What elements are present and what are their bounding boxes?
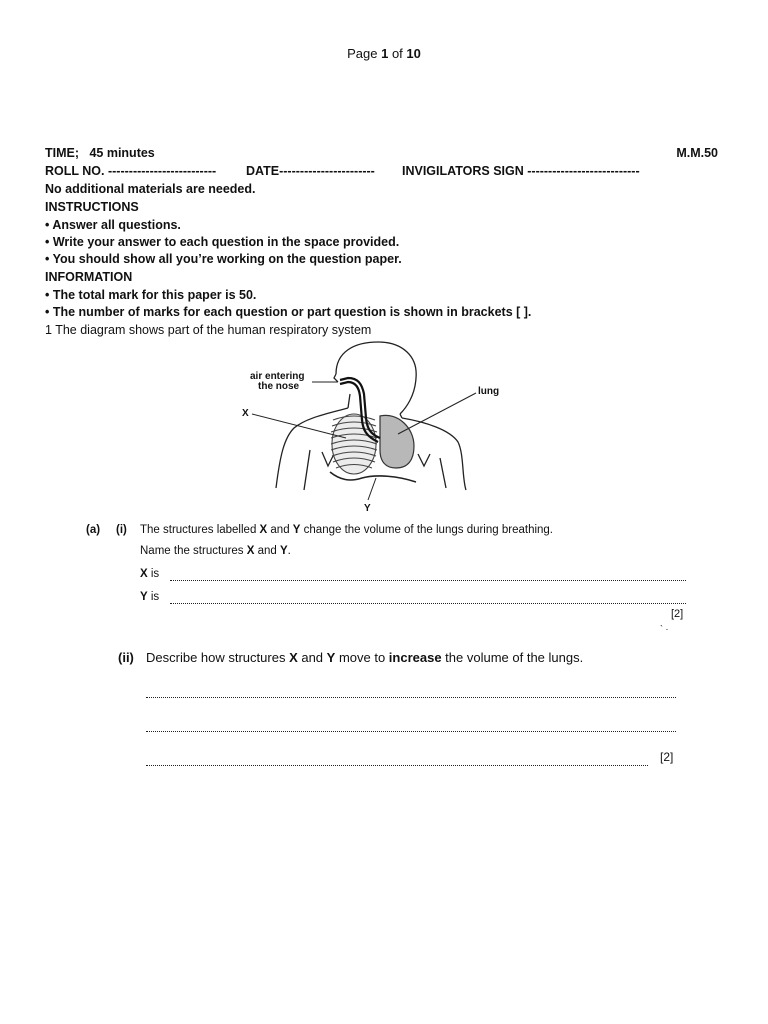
label-lung: lung [478,386,500,397]
respiratory-system-diagram [230,338,530,516]
label-x: X [242,408,249,419]
part-a-label: (a) [86,524,101,536]
part-ii-label: (ii) [118,650,134,665]
page-number [0,46,768,61]
instruction-item: • Answer all questions. [45,218,181,232]
x-pointer-line [252,414,346,438]
ribcage [331,414,377,474]
page-total: 10 [406,46,421,61]
nose-outline [334,374,338,382]
y-is-label: Y is [140,591,160,603]
mark-part-ii: [2] [660,750,674,764]
answer-x-line[interactable] [170,580,686,581]
neck-left [348,394,350,408]
roll-no-line: ROLL NO. -------------------------- [45,164,217,178]
right-armpit [418,454,430,466]
instructions-heading: INSTRUCTIONS [45,200,139,214]
answer-ii-line-3[interactable] [146,765,648,766]
information-heading: INFORMATION [45,270,133,284]
question-1-intro: 1 The diagram shows part of the human respiratory system [45,323,372,337]
part-ii-question: Describe how structures X and Y move to increase the volume of the lungs. [146,650,584,665]
answer-ii-line-2[interactable] [146,731,676,732]
label-y: Y [364,503,371,514]
information-item: • The total mark for this paper is 50. [45,288,257,302]
x-is-label: X is [140,568,160,580]
right-arm [440,458,446,488]
part-i-label: (i) [116,524,127,536]
page-of: of [391,46,403,61]
left-arm [304,450,310,490]
date-line: DATE----------------------- [246,164,375,178]
time-line [45,146,155,160]
page-current: 1 [381,46,389,61]
lung-shape [380,415,414,468]
part-i-question: The structures labelled X and Y change the volume of the lungs during breathing. [140,524,554,536]
max-marks: M.M.50 [676,146,718,160]
mark-part-i: [2] [671,608,684,620]
stray-mark: ` · [660,624,669,634]
invigilator-sign-line: INVIGILATORS SIGN --------------------------- [402,164,640,178]
information-item: • The number of marks for each question or part question is shown in brackets [ ]. [45,305,532,319]
left-armpit [322,452,334,466]
answer-ii-line-1[interactable] [146,697,676,698]
answer-y-line[interactable] [170,603,686,604]
label-air-line2: the nose [258,381,300,392]
label-air-line1: air entering [250,371,305,382]
instruction-item: • Write your answer to each question in the space provided. [45,235,400,249]
y-pointer-line [368,478,376,500]
time-value: 45 minutes [89,146,155,160]
name-structures-prompt: Name the structures X and Y. [140,545,291,557]
instruction-item: • You should show all you’re working on the question paper. [45,252,402,266]
diaphragm [330,472,416,482]
page-word: Page [347,46,378,61]
no-materials-note: No additional materials are needed. [45,182,256,196]
neck-right [400,414,402,418]
time-label: TIME; [45,146,80,160]
